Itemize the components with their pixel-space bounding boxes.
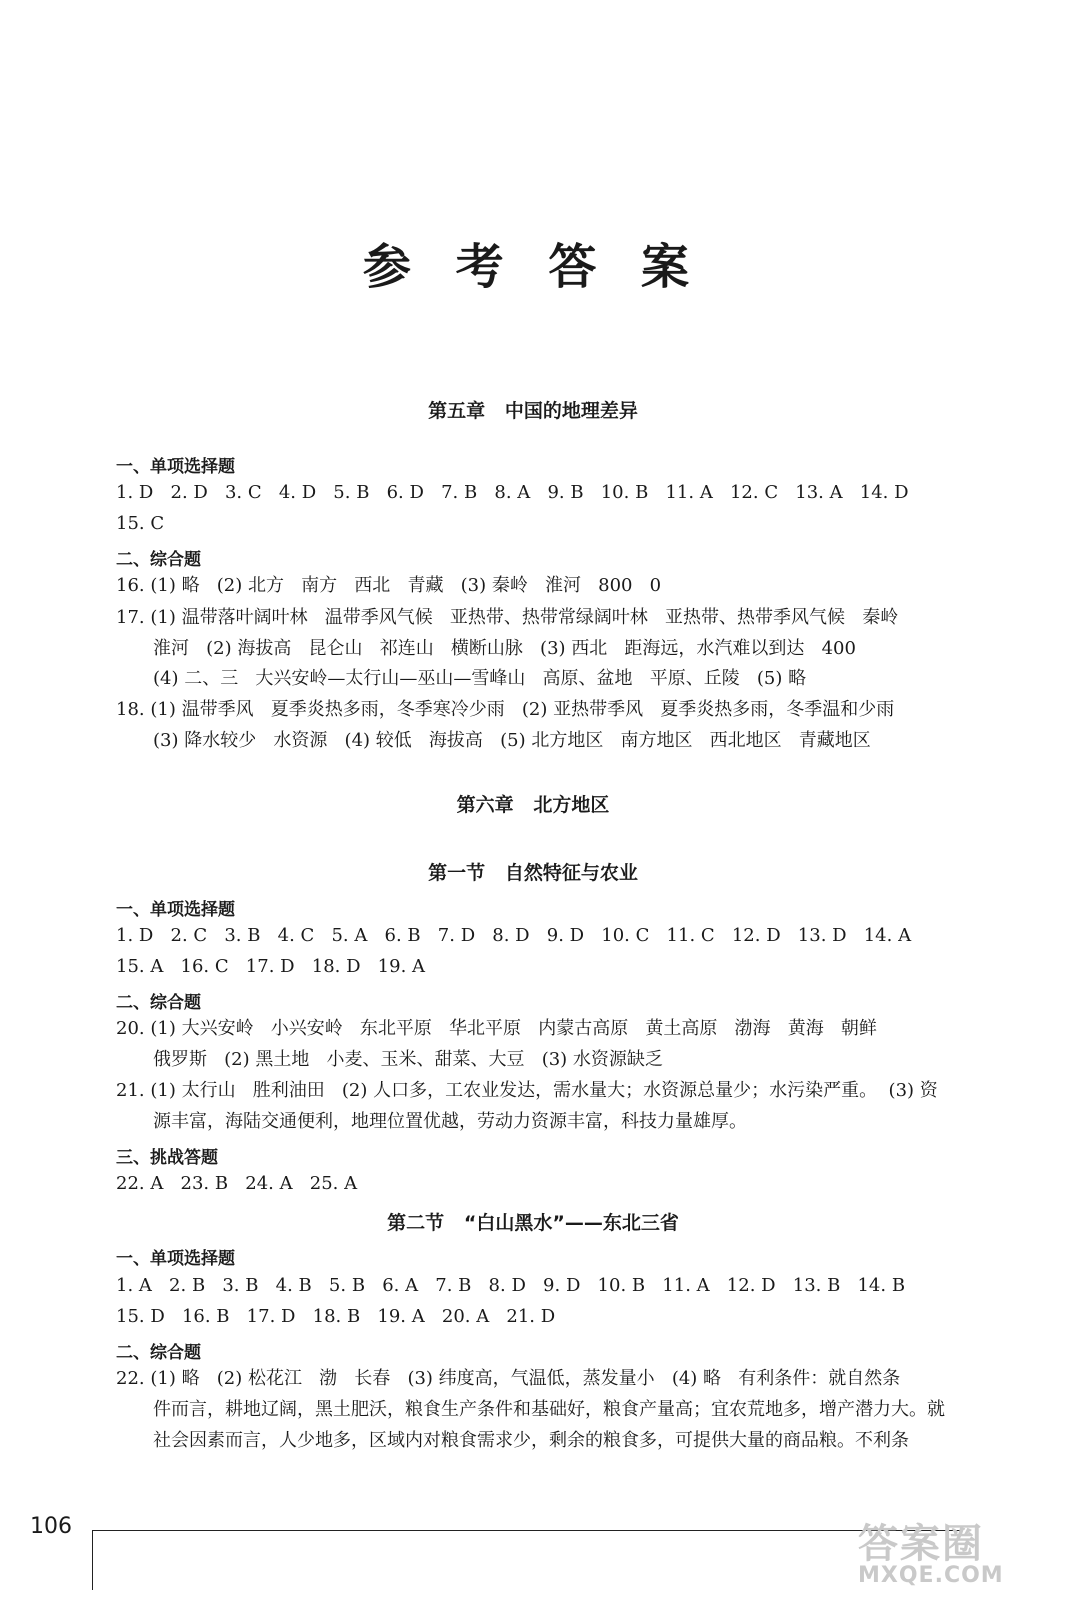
answer-line: 22. A 23. B 24. A 25. A: [116, 1173, 358, 1194]
answer-line: (3) 降水较少 水资源 (4) 较低 海拔高 (5) 北方地区 南方地区 西北地区 青藏地区: [153, 730, 871, 751]
answer-line: 22. (1) 略 (2) 松花江 渤 长春 (3) 纬度高，气温低，蒸发量小 (4) 略 有利条件：就自然条: [116, 1368, 901, 1389]
answer-line: (4) 二、三 大兴安岭—太行山—巫山—雪峰山 高原、盆地 平原、丘陵 (5) 略: [153, 668, 807, 689]
answer-line: 17. (1) 温带落叶阔叶林 温带季风气候 亚热带、热带常绿阔叶林 亚热带、热带季风气候 秦岭: [116, 607, 899, 628]
answer-line: 15. A 16. C 17. D 18. D 19. A: [116, 956, 426, 977]
section-heading: 二、综合题: [116, 550, 201, 570]
section-title: 第二节 “白山黑水”——东北三省: [387, 1212, 679, 1234]
footer-margin-line: [92, 1530, 93, 1590]
answer-line: 21. (1) 太行山 胜利油田 (2) 人口多，工农业发达，需水量大；水资源总量少；水污染严重。 (3) 资: [116, 1080, 938, 1101]
section-heading: 一、单项选择题: [116, 457, 235, 477]
watermark-url: MXQE.COM: [858, 1563, 1004, 1588]
answer-line: 15. D 16. B 17. D 18. B 19. A 20. A 21. D: [116, 1306, 556, 1327]
watermark: [858, 1512, 1048, 1592]
answer-line: 18. (1) 温带季风 夏季炎热多雨，冬季寒冷少雨 (2) 亚热带季风 夏季炎热多雨，冬季温和少雨: [116, 699, 895, 720]
answer-line: 16. (1) 略 (2) 北方 南方 西北 青藏 (3) 秦岭 淮河 800 0: [116, 575, 662, 596]
answer-line: 1. D 2. C 3. B 4. C 5. A 6. B 7. D 8. D 9. D 10. C 11. C 12. D 13. D 14. A: [116, 925, 912, 946]
answer-line: 1. A 2. B 3. B 4. B 5. B 6. A 7. B 8. D 9. D 10. B 11. A 12. D 13. B 14. B: [116, 1275, 906, 1296]
footer-rule: [92, 1530, 962, 1531]
chapter-title: 第六章 北方地区: [456, 794, 610, 816]
watermark-text: 答案圈: [858, 1521, 984, 1567]
page-title: 参 考 答 案: [362, 239, 704, 295]
answer-line: 俄罗斯 (2) 黑土地 小麦、玉米、甜菜、大豆 (3) 水资源缺乏: [153, 1049, 663, 1070]
answer-line: 淮河 (2) 海拔高 昆仑山 祁连山 横断山脉 (3) 西北 距海远，水汽难以到达 400: [153, 638, 856, 659]
answer-line: 源丰富，海陆交通便利，地理位置优越，劳动力资源丰富，科技力量雄厚。: [153, 1111, 747, 1132]
section-heading: 三、挑战答题: [116, 1148, 218, 1168]
section-heading: 二、综合题: [116, 993, 201, 1013]
answer-line: 社会因素而言，人少地多，区域内对粮食需求少，剩余的粮食多，可提供大量的商品粮。不利条: [153, 1430, 909, 1451]
section-title: 第一节 自然特征与农业: [428, 862, 638, 884]
page-number: 106: [30, 1514, 72, 1539]
answer-line: 15. C: [116, 513, 165, 534]
section-heading: 二、综合题: [116, 1343, 201, 1363]
answer-line: 件而言，耕地辽阔，黑土肥沃，粮食生产条件和基础好，粮食产量高；宜农荒地多，增产潜力大。就: [153, 1399, 945, 1420]
answer-line: 20. (1) 大兴安岭 小兴安岭 东北平原 华北平原 内蒙古高原 黄土高原 渤海 黄海 朝鲜: [116, 1018, 877, 1039]
section-heading: 一、单项选择题: [116, 1249, 235, 1269]
answer-line: 1. D 2. D 3. C 4. D 5. B 6. D 7. B 8. A 9. B 10. B 11. A 12. C 13. A 14. D: [116, 482, 909, 503]
section-heading: 一、单项选择题: [116, 900, 235, 920]
chapter-title: 第五章 中国的地理差异: [428, 400, 638, 422]
